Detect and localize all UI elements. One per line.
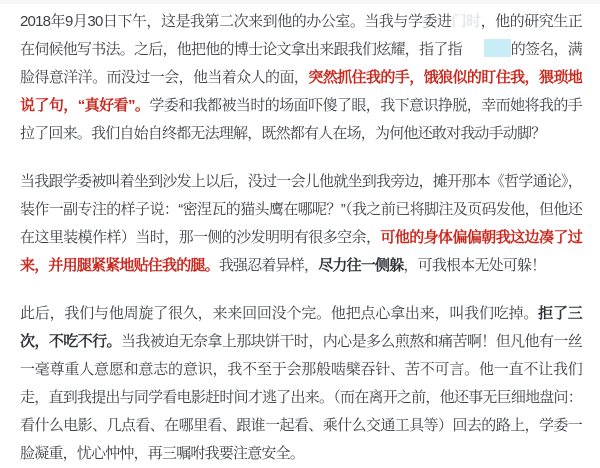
- bold-emphasis-text: 尽力往一侧躲: [318, 257, 404, 274]
- text-run: 当我被迫无奈拿上那块饼干时，内心是多么煎熬和痛苦啊！但凡他有一丝一毫尊重人意愿和意志的意识，我不至于会那般啮檗吞针、苦不可言。他一直不让我们走，直到我提出与同学看电影赶时间才逃了出来。（而在离开之前，他还事无巨细地盘问：看什么电影、几点看、在哪里看、跟谁一起看、乘什么交通工具等）回去的路上，学委一脸凝重，忧心忡忡，再三嘱咐我要注意安全。: [20, 333, 583, 462]
- text-run: 此后，我们与他周旋了很久，来来回回没个完。他把点心拿出来，叫我们吃掉。: [20, 305, 539, 322]
- text-run: 的签名，满脸得意洋洋。而没过一会，他当着众人的面，: [20, 41, 582, 86]
- paragraph: [20, 300, 582, 468]
- paragraph: [20, 8, 582, 148]
- text-run: 学委和我都被当时的场面吓傻了眼，我下意识挣脱，幸而她将我的手拉了回来。我们自始自终都无法理解，既然都有人在场，为何他还敢对我动手动脚？: [20, 97, 582, 142]
- erased-text-remnant: 门时: [451, 13, 481, 30]
- article-body: [0, 4, 600, 468]
- red-highlight-text: 突然抓住我的手，饿狼似的盯住我，猥琐地说了句，“真好看”。: [20, 69, 582, 114]
- redaction-highlight-box: [484, 39, 511, 57]
- redaction-gap: [462, 53, 484, 54]
- text-run: 我强忍着异样，: [218, 257, 319, 274]
- red-highlight-text: 可他的身体偏偏朝我这边凑了过来，并用腿紧紧地贴住我的腿。: [20, 229, 582, 274]
- paragraph: [20, 168, 582, 280]
- text-run: 当我跟学委被叫着坐到沙发上以后，没过一会儿他就坐到我旁边，摊开那本《哲学通论》，装作一副专注的样子说：“密涅瓦的猫头鹰在哪呢？”（我之前已将脚注及页码发他，但他还在这里装模作样）当时，那一侧的沙发明明有很多空余，: [20, 173, 582, 246]
- bold-emphasis-text: 拒了三次，不吃不行。: [20, 305, 582, 350]
- text-run: ，他的研究生正在伺候他写书法。之后，他把他的博士论文拿出来跟我们炫耀，指了指: [20, 13, 583, 58]
- text-run: ，可我根本无处可躲！: [403, 257, 546, 274]
- text-run: 2018年9月30日下午，这是我第二次来到他的办公室。当我与学委进: [20, 13, 452, 30]
